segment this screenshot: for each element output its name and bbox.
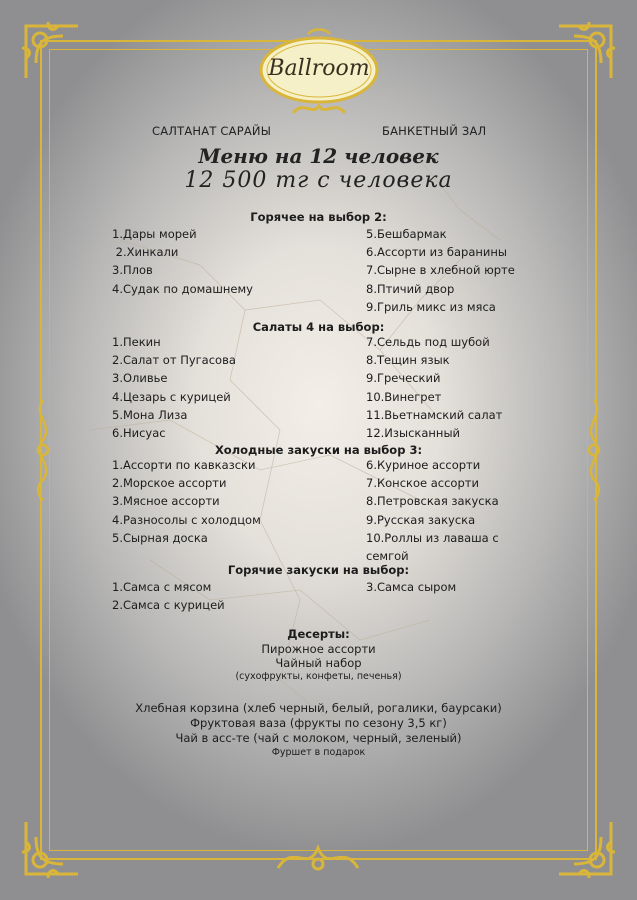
hot-snacks-left-list (112, 578, 225, 614)
list-item: 9.Гриль микс из мяса (366, 299, 496, 314)
logo-text: Ballroom (268, 56, 370, 81)
list-item: 9.Греческий (366, 371, 441, 386)
hot-snacks-section-title: Горячие закуски на выбор: (227, 563, 410, 577)
header-left-caption: САЛТАНАТ САРАЙЫ (152, 124, 272, 138)
list-item: 2.Хинкали (112, 245, 179, 260)
dessert-note: (сухофрукты, конфеты, печенья) (235, 671, 402, 682)
ornament-corner-bottom-left-icon (18, 812, 88, 882)
price: 12 500 тг с человека (184, 168, 453, 193)
extra-item: Хлебная корзина (хлеб черный, белый, рогалики, баурсаки) (135, 701, 502, 715)
list-item: 2.Самса с курицей (112, 598, 225, 613)
list-item: 3.Мясное ассорти (112, 494, 220, 509)
extra-item: Фруктовая ваза (фрукты по сезону 3,5 кг) (190, 716, 447, 730)
list-item: 9.Русская закуска (366, 512, 476, 527)
hot-snacks-right-list (366, 578, 456, 596)
list-item: 7.Конское ассорти (366, 476, 479, 491)
list-item: 6.Куриное ассорти (366, 458, 481, 472)
list-item: 3.Самса сыром (366, 580, 457, 594)
header-right-caption: БАНКЕТНЫЙ ЗАЛ (382, 124, 487, 138)
list-item: 8.Тещин язык (366, 353, 450, 368)
list-item: 10.Винегрет (366, 389, 442, 404)
list-item: семгой (366, 549, 409, 564)
list-item: 1.Самса с мясом (112, 580, 212, 594)
gift-note: Фуршет в подарок (271, 747, 366, 758)
list-item: 7.Сырне в хлебной юрте (366, 263, 515, 278)
list-item: 2.Салат от Пугасова (112, 353, 236, 368)
list-item: 5.Бешбармак (366, 227, 447, 241)
cold-left-list (112, 456, 261, 547)
cold-section-title: Холодные закуски на выбор 3: (214, 443, 423, 457)
list-item: 8.Птичий двор (366, 281, 455, 296)
list-item: 3.Плов (112, 263, 153, 278)
ornament-corner-bottom-right-icon (549, 812, 619, 882)
list-item: 4.Разносолы с холодцом (112, 512, 261, 527)
list-item: 4.Цезарь с курицей (112, 389, 231, 404)
list-item: 2.Морское ассорти (112, 476, 227, 491)
menu-title: Меню на 12 человек (198, 144, 439, 168)
ornament-corner-top-right-icon (549, 18, 619, 88)
salads-right-list (366, 333, 502, 442)
dessert-item: Пирожное ассорти (261, 642, 376, 656)
list-item: 4.Судак по домашнему (112, 281, 253, 296)
list-item: 6.Нисуас (112, 426, 166, 441)
hot-left-list (112, 225, 253, 298)
list-item: 3.Оливье (112, 371, 168, 386)
hot-right-list (366, 225, 515, 316)
dessert-item: Чайный набор (275, 656, 362, 670)
list-item: 12.Изысканный (366, 426, 460, 441)
hot-section-title: Горячее на выбор 2: (250, 210, 387, 224)
list-item: 1.Пекин (112, 335, 161, 349)
list-item: 1.Ассорти по кавказски (112, 458, 256, 472)
extra-item: Чай в асс-те (чай с молоком, черный, зеленый) (175, 731, 462, 745)
ornament-bottom-center-icon (268, 838, 368, 878)
cold-right-list (366, 456, 499, 565)
list-item: 5.Мона Лиза (112, 407, 188, 422)
list-item: 7.Сельдь под шубой (366, 335, 490, 349)
ornament-corner-top-left-icon (18, 18, 88, 88)
salads-section-title: Салаты 4 на выбор: (252, 320, 385, 334)
list-item: 5.Сырная доска (112, 530, 208, 545)
list-item: 8.Петровская закуска (366, 494, 499, 509)
list-item: 11.Вьетнамский салат (366, 407, 503, 422)
list-item: 10.Роллы из лаваша с (366, 530, 499, 545)
list-item: 1.Дары морей (112, 227, 197, 241)
desserts-section-title: Десерты: (287, 627, 350, 641)
salads-left-list (112, 333, 236, 442)
list-item: 6.Ассорти из баранины (366, 245, 507, 260)
